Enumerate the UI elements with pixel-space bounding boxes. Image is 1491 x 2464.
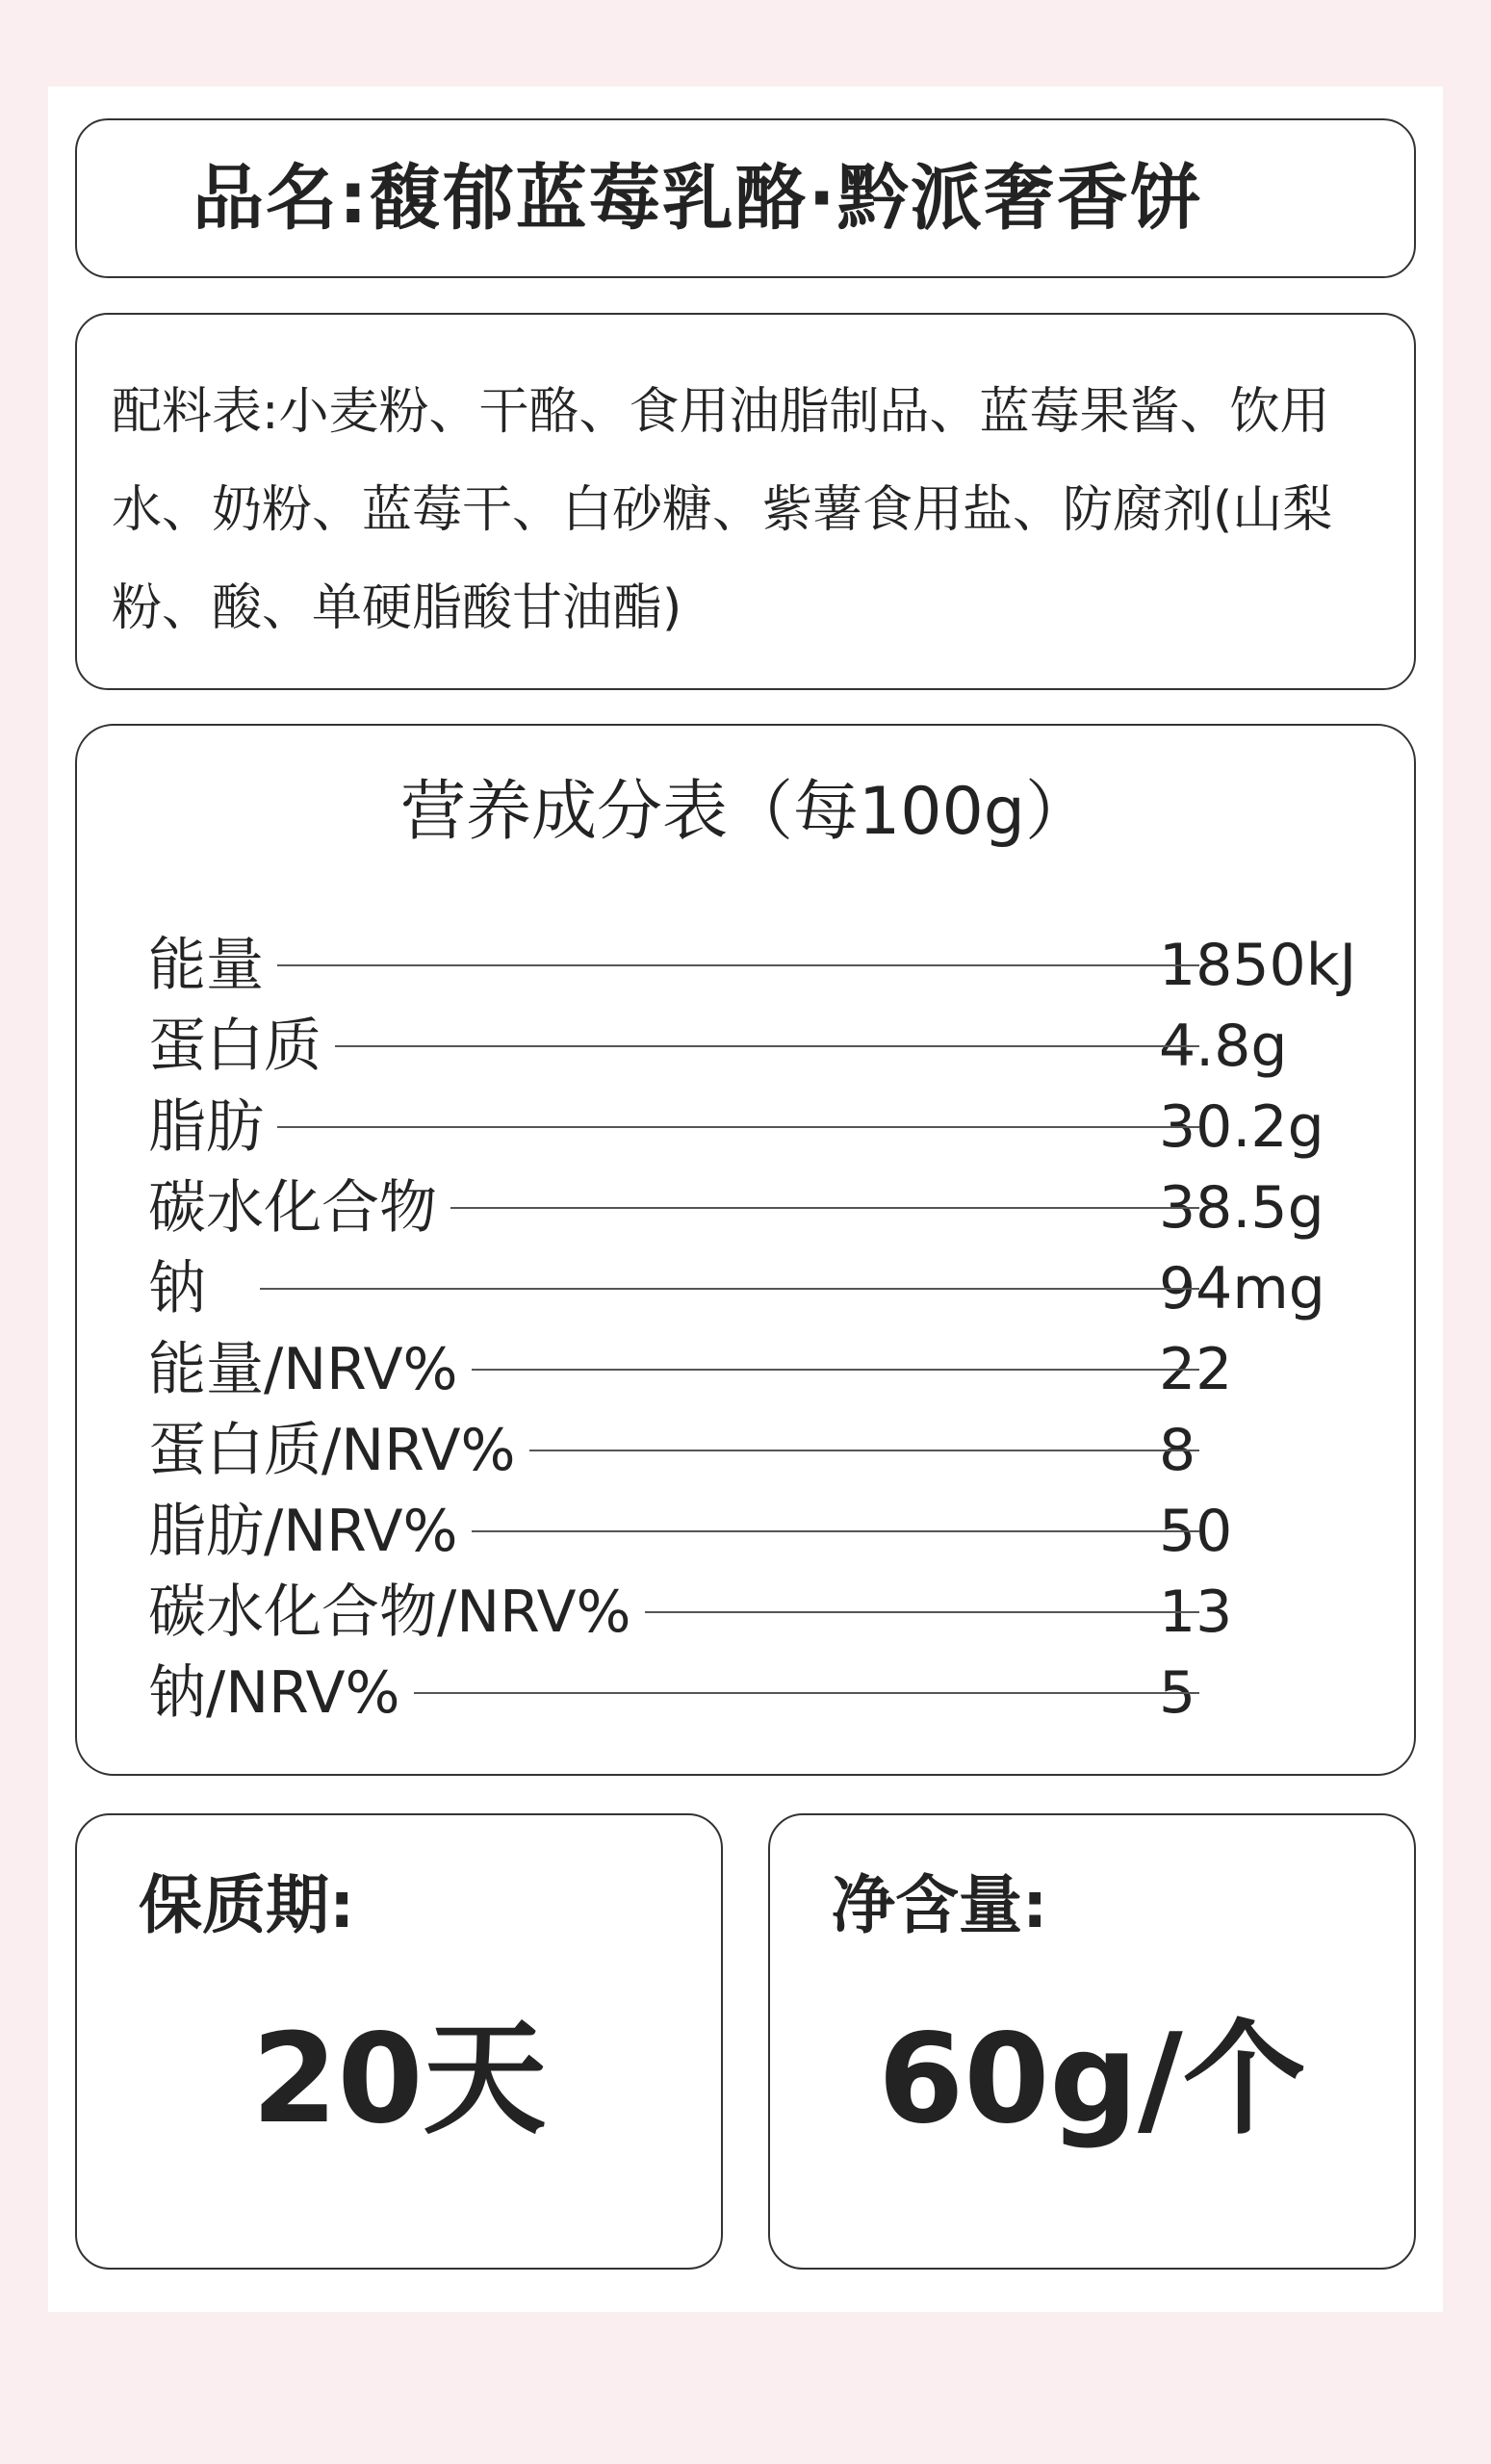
shelf-life-box [75, 1813, 723, 2270]
nutrient-label: 脂肪 [148, 1087, 277, 1168]
nutrition-title: 营养成分表（每100g） [400, 774, 1091, 850]
nutrition-row [77, 1006, 1414, 1087]
nutrition-row [77, 925, 1414, 1006]
nutrient-label: 碳水化合物 [148, 1168, 450, 1248]
leader-line [260, 1126, 1199, 1128]
product-name: 品名:馥郁蓝莓乳酪·黔派奢香饼 [193, 157, 1203, 240]
nutrition-row [77, 1491, 1414, 1572]
nutrient-value: 38.5g [1159, 1174, 1324, 1242]
nutrition-row [77, 1572, 1414, 1653]
shelf-life-value: 20天 [251, 2008, 547, 2151]
nutrient-label: 碳水化合物/NRV% [148, 1572, 645, 1653]
nutrient-label: 钠 [148, 1248, 219, 1329]
nutrient-value: 8 [1159, 1417, 1196, 1484]
nutrition-row [77, 1410, 1414, 1491]
nutrient-label: 能量 [148, 925, 277, 1006]
nutrition-row [77, 1087, 1414, 1168]
nutrition-row [77, 1168, 1414, 1248]
shelf-life-label: 保质期: [139, 1868, 355, 1942]
net-content-value: 60g/个 [878, 2008, 1306, 2151]
leader-line [260, 1045, 1199, 1047]
nutrient-label: 蛋白质 [148, 1006, 335, 1087]
ingredients-box [75, 313, 1416, 690]
nutrient-value: 13 [1159, 1578, 1233, 1646]
net-content-box [768, 1813, 1416, 2270]
nutrient-value: 5 [1159, 1659, 1196, 1727]
net-content-label: 净含量: [832, 1868, 1048, 1942]
nutrition-row [77, 1248, 1414, 1329]
nutrient-value: 94mg [1159, 1255, 1325, 1322]
nutrition-row [77, 1329, 1414, 1410]
nutrient-value: 50 [1159, 1498, 1233, 1565]
leader-line [260, 964, 1199, 966]
nutrient-value: 22 [1159, 1336, 1233, 1403]
nutrition-table [75, 724, 1416, 1776]
product-name-box [75, 118, 1416, 278]
ingredients-text: 配料表:小麦粉、干酪、食用油脂制品、蓝莓果酱、饮用水、奶粉、蓝莓干、白砂糖、紫薯食用盐、防腐剂(山梨粉、酸、单硬脂酸甘油酯) [112, 383, 1333, 637]
nutrient-value: 30.2g [1159, 1093, 1324, 1161]
nutrient-value: 4.8g [1159, 1013, 1288, 1080]
nutrient-label: 能量/NRV% [148, 1329, 472, 1410]
nutrient-label: 蛋白质/NRV% [148, 1410, 529, 1491]
leader-line [260, 1288, 1199, 1290]
nutrient-label: 脂肪/NRV% [148, 1491, 472, 1572]
nutrition-row [77, 1653, 1414, 1733]
nutrient-value: 1850kJ [1159, 932, 1357, 999]
nutrient-label: 钠/NRV% [148, 1653, 414, 1733]
